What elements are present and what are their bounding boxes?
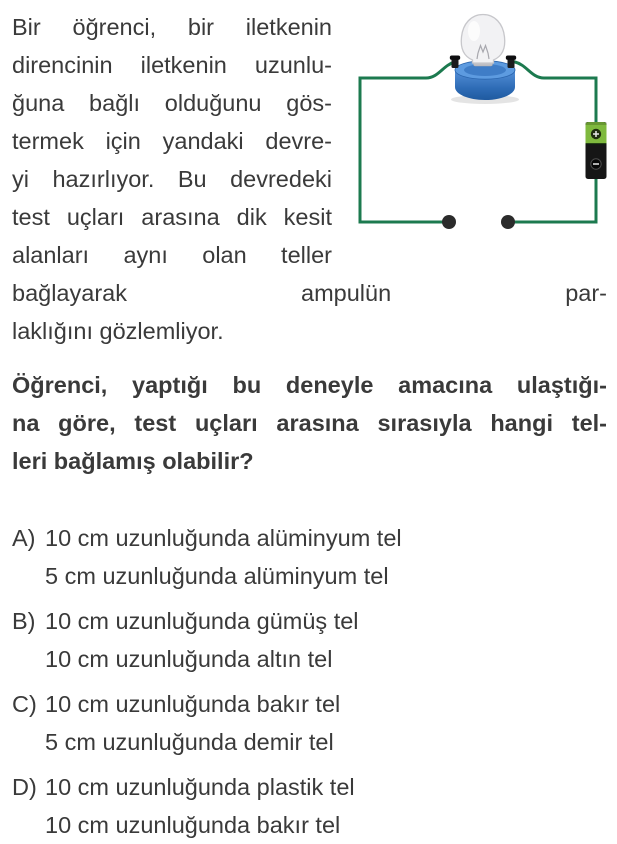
option-line: 10 cm uzunluğunda gümüş tel xyxy=(45,608,359,634)
stem-line: alanları aynı olan teller bağlayarak ampulün par- xyxy=(12,242,607,306)
stem-line: Bir öğrenci, bir iletkenin xyxy=(12,14,332,40)
wire-left xyxy=(360,62,455,222)
prompt-line: na göre, test uçları arasına sırasıyla hangi tel- xyxy=(12,410,607,436)
option-line: 10 cm uzunluğunda altın tel xyxy=(45,646,333,672)
answer-options xyxy=(12,519,607,844)
stem-line: direncinin iletkenin uzunlu- xyxy=(12,52,332,78)
option-d xyxy=(12,768,607,844)
option-line: 10 cm uzunluğunda bakır tel xyxy=(45,812,341,838)
stem-line: laklığını gözlemliyor. xyxy=(12,318,224,344)
question-stem xyxy=(12,8,607,350)
option-letter: A) xyxy=(12,525,36,551)
option-line: 10 cm uzunluğunda bakır tel xyxy=(45,691,341,717)
option-letter: C) xyxy=(12,691,37,717)
option-a xyxy=(12,519,607,595)
option-line: 10 cm uzunluğunda alüminyum tel xyxy=(45,525,402,551)
option-line: 10 cm uzunluğunda plastik tel xyxy=(45,774,355,800)
prompt-line: Öğrenci, yaptığı bu deneyle amacına ulaştığı- xyxy=(12,372,607,398)
wire-right xyxy=(508,62,596,222)
option-letter: D) xyxy=(12,774,37,800)
stem-line: ğuna bağlı olduğunu gös- xyxy=(12,90,332,116)
test-terminal-left xyxy=(442,215,456,229)
battery-icon xyxy=(586,122,607,179)
stem-line: termek için yandaki devre- xyxy=(12,128,332,154)
question-prompt xyxy=(12,366,607,480)
option-line: 5 cm uzunluğunda alüminyum tel xyxy=(45,563,389,589)
stem-line: test uçları arasına dik kesit xyxy=(12,204,332,230)
option-c xyxy=(12,685,607,761)
light-bulb-icon xyxy=(461,15,505,67)
test-terminal-right xyxy=(501,215,515,229)
prompt-line: leri bağlamış olabilir? xyxy=(12,448,254,474)
option-letter: B) xyxy=(12,608,36,634)
option-b xyxy=(12,602,607,678)
option-line: 5 cm uzunluğunda demir tel xyxy=(45,729,334,755)
circuit-diagram xyxy=(332,8,607,244)
stem-line: yi hazırlıyor. Bu devredeki xyxy=(12,166,332,192)
circuit-svg xyxy=(332,8,607,244)
